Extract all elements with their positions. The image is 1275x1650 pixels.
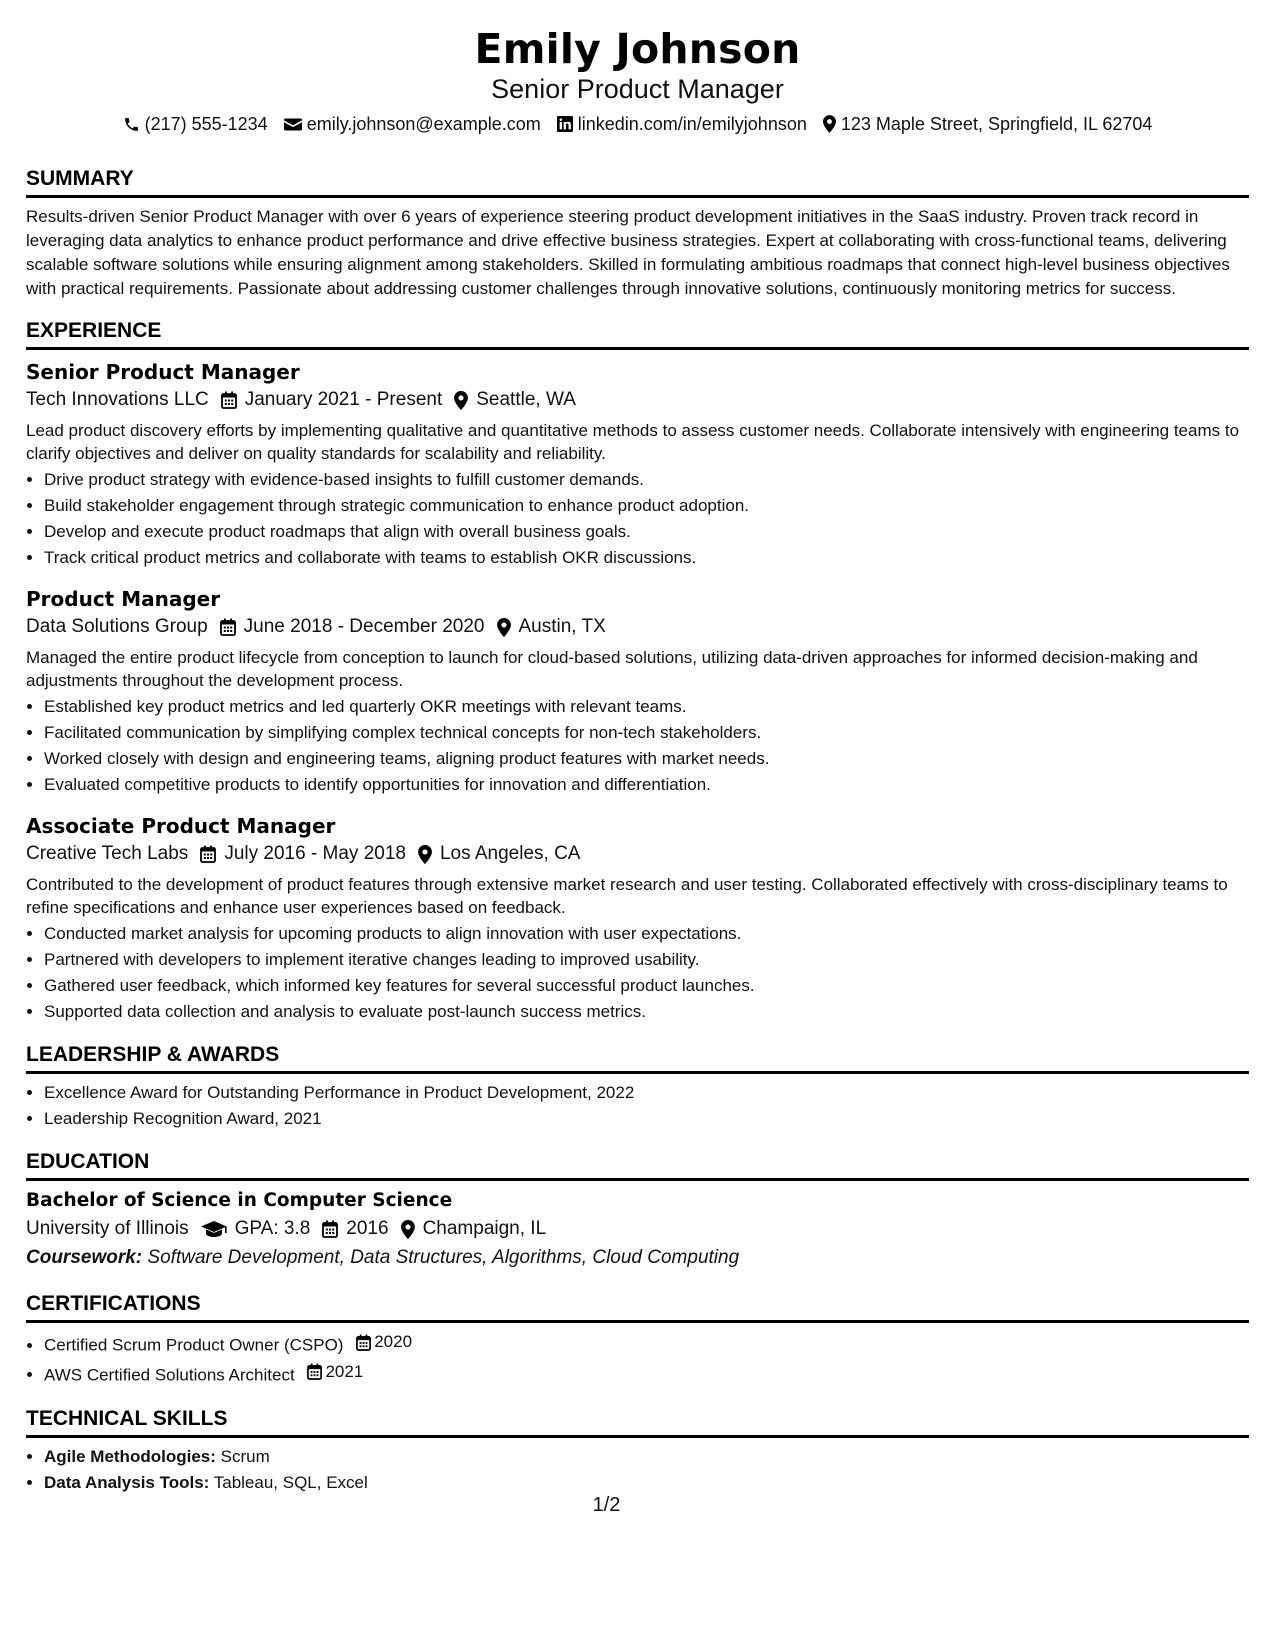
list-item: • Track critical product metrics and collaborate with teams to establish OKR discussions. bbox=[44, 545, 1249, 571]
job-title: Associate Product Manager bbox=[26, 814, 336, 838]
map-pin-icon bbox=[418, 845, 432, 864]
contact-linkedin[interactable] bbox=[557, 112, 807, 136]
list-item: • Gathered user feedback, which informed key features for several successful product launches. bbox=[44, 973, 1249, 999]
calendar-icon bbox=[200, 845, 216, 863]
graduation-cap-icon bbox=[201, 1220, 227, 1238]
awards-list bbox=[26, 1080, 1249, 1132]
job-title: Senior Product Manager bbox=[26, 360, 300, 384]
certification-name: AWS Certified Solutions Architect bbox=[44, 1365, 295, 1384]
calendar-icon bbox=[356, 1334, 371, 1351]
section-title: LEADERSHIP & AWARDS bbox=[26, 1042, 1249, 1074]
list-item bbox=[44, 1359, 1249, 1389]
skill-label: Agile Methodologies: bbox=[44, 1447, 216, 1466]
phone-text: (217) 555-1234 bbox=[144, 114, 268, 134]
section-title: CERTIFICATIONS bbox=[26, 1291, 1249, 1323]
list-item: • Facilitated communication by simplifying complex technical concepts for non-tech stakeholders. bbox=[44, 720, 1249, 746]
list-item: • Worked closely with design and engineering teams, aligning product features with market needs. bbox=[44, 746, 1249, 772]
degree: Bachelor of Science in Computer Science bbox=[26, 1190, 453, 1211]
job-meta bbox=[26, 613, 1249, 641]
map-pin-icon bbox=[454, 391, 468, 410]
list-item: • Leadership Recognition Award, 2021 bbox=[44, 1106, 1249, 1132]
awards-section bbox=[26, 1042, 1249, 1132]
job-bullets bbox=[26, 921, 1249, 1025]
list-item: • Drive product strategy with evidence-based insights to fulfill customer demands. bbox=[44, 467, 1249, 493]
resume-header bbox=[26, 24, 1249, 136]
phone-icon bbox=[123, 116, 140, 133]
summary-section bbox=[26, 166, 1249, 301]
skills-section bbox=[26, 1406, 1249, 1496]
map-pin-icon bbox=[401, 1220, 415, 1239]
map-pin-icon bbox=[497, 618, 511, 637]
education-location: Champaign, IL bbox=[422, 1218, 547, 1239]
job-bullets bbox=[26, 467, 1249, 571]
contact-email[interactable] bbox=[284, 112, 541, 136]
linkedin-icon bbox=[557, 116, 573, 132]
skill-value: Tableau, SQL, Excel bbox=[213, 1473, 368, 1492]
list-item: • Develop and execute product roadmaps that align with overall business goals. bbox=[44, 519, 1249, 545]
certification-year: 2020 bbox=[374, 1332, 413, 1351]
skills-list bbox=[26, 1444, 1249, 1496]
job-entry bbox=[26, 585, 1249, 798]
map-pin-icon bbox=[823, 115, 836, 133]
job-entry bbox=[26, 358, 1249, 571]
contact-row bbox=[26, 112, 1249, 136]
job-dates: July 2016 - May 2018 bbox=[224, 843, 406, 864]
calendar-icon bbox=[221, 391, 237, 409]
candidate-name: Emily Johnson bbox=[474, 25, 801, 73]
job-description: Contributed to the development of product features through extensive market research and user testing. Collaborated effectively with cross-disciplinary teams to refine specifications and enhance user experiences based on feedback. bbox=[26, 875, 1228, 917]
contact-phone bbox=[123, 112, 268, 136]
email-text[interactable]: emily.johnson@example.com bbox=[306, 114, 541, 134]
skill-value: Scrum bbox=[220, 1447, 270, 1466]
job-meta bbox=[26, 840, 1249, 868]
coursework bbox=[26, 1243, 1249, 1273]
list-item: • Supported data collection and analysis to evaluate post-launch success metrics. bbox=[44, 999, 1249, 1025]
job-description: Managed the entire product lifecycle from conception to launch for cloud-based solutions, utilizing data-driven approaches for informed decision-making and adjustments throughout the development process. bbox=[26, 648, 1198, 690]
list-item bbox=[44, 1329, 1249, 1359]
resume-page bbox=[26, 24, 1249, 1496]
envelope-icon bbox=[284, 117, 302, 132]
company: Creative Tech Labs bbox=[26, 843, 189, 864]
summary-text: Results-driven Senior Product Manager with over 6 years of experience steering product development initiatives in the SaaS industry. Proven track record in leveraging data analytics to enhance product performance and drive effective business strategies. Expert at collaborating with cross-functional teams, delivering scalable software solutions while ensuring alignment among stakeholders. Skilled in formulating ambitious roadmaps that connect high-level business objectives with practical requirements. Passionate about addressing customer challenges through innovative solutions, continuously monitoring metrics for success. bbox=[26, 207, 1230, 298]
contact-address bbox=[823, 112, 1153, 136]
gpa: GPA: 3.8 bbox=[234, 1218, 311, 1239]
graduation-year: 2016 bbox=[346, 1218, 389, 1239]
job-location: Austin, TX bbox=[518, 616, 606, 637]
list-item: • Evaluated competitive products to identify opportunities for innovation and differentiation. bbox=[44, 772, 1249, 798]
company: Data Solutions Group bbox=[26, 616, 208, 637]
candidate-headline: Senior Product Manager bbox=[491, 74, 784, 104]
certification-year: 2021 bbox=[325, 1361, 364, 1381]
page-number: 1/2 bbox=[592, 1494, 621, 1516]
calendar-icon bbox=[307, 1363, 322, 1380]
school: University of Illinois bbox=[26, 1218, 189, 1239]
company: Tech Innovations LLC bbox=[26, 389, 209, 410]
skill-label: Data Analysis Tools: bbox=[44, 1473, 210, 1492]
calendar-icon bbox=[220, 618, 236, 636]
section-title: SUMMARY bbox=[26, 166, 1249, 198]
job-location: Seattle, WA bbox=[476, 389, 576, 410]
coursework-text: Software Development, Data Structures, Algorithms, Cloud Computing bbox=[147, 1247, 740, 1268]
job-entry bbox=[26, 812, 1249, 1025]
coursework-label: Coursework: bbox=[26, 1247, 143, 1268]
list-item: • Partnered with developers to implement iterative changes leading to improved usability. bbox=[44, 947, 1249, 973]
calendar-icon bbox=[322, 1220, 338, 1238]
job-title: Product Manager bbox=[26, 587, 221, 611]
experience-section bbox=[26, 318, 1249, 1025]
job-location: Los Angeles, CA bbox=[439, 843, 581, 864]
job-description: Lead product discovery efforts by implementing qualitative and quantitative methods to assess customer needs. Collaborate intensively with engineering teams to clarify objectives and deliver on quality standards for scalability and reliability. bbox=[26, 421, 1240, 463]
job-dates: June 2018 - December 2020 bbox=[243, 616, 485, 637]
education-section bbox=[26, 1149, 1249, 1273]
linkedin-text[interactable]: linkedin.com/in/emilyjohnson bbox=[577, 114, 807, 134]
section-title: EDUCATION bbox=[26, 1149, 1249, 1181]
job-meta bbox=[26, 386, 1249, 414]
certifications-section bbox=[26, 1291, 1249, 1388]
address-text: 123 Maple Street, Springfield, IL 62704 bbox=[840, 114, 1153, 134]
certifications-list bbox=[26, 1329, 1249, 1388]
list-item: • Excellence Award for Outstanding Performance in Product Development, 2022 bbox=[44, 1080, 1249, 1106]
list-item bbox=[44, 1444, 1249, 1470]
education-meta bbox=[26, 1215, 1249, 1243]
section-title: EXPERIENCE bbox=[26, 318, 1249, 350]
list-item: • Build stakeholder engagement through strategic communication to enhance product adoption. bbox=[44, 493, 1249, 519]
job-dates: January 2021 - Present bbox=[244, 389, 443, 410]
list-item: • Established key product metrics and led quarterly OKR meetings with relevant teams. bbox=[44, 694, 1249, 720]
job-bullets bbox=[26, 694, 1249, 798]
certification-name: Certified Scrum Product Owner (CSPO) bbox=[44, 1335, 344, 1355]
list-item: • Conducted market analysis for upcoming products to align innovation with user expectations. bbox=[44, 921, 1249, 947]
section-title: TECHNICAL SKILLS bbox=[26, 1406, 1249, 1438]
